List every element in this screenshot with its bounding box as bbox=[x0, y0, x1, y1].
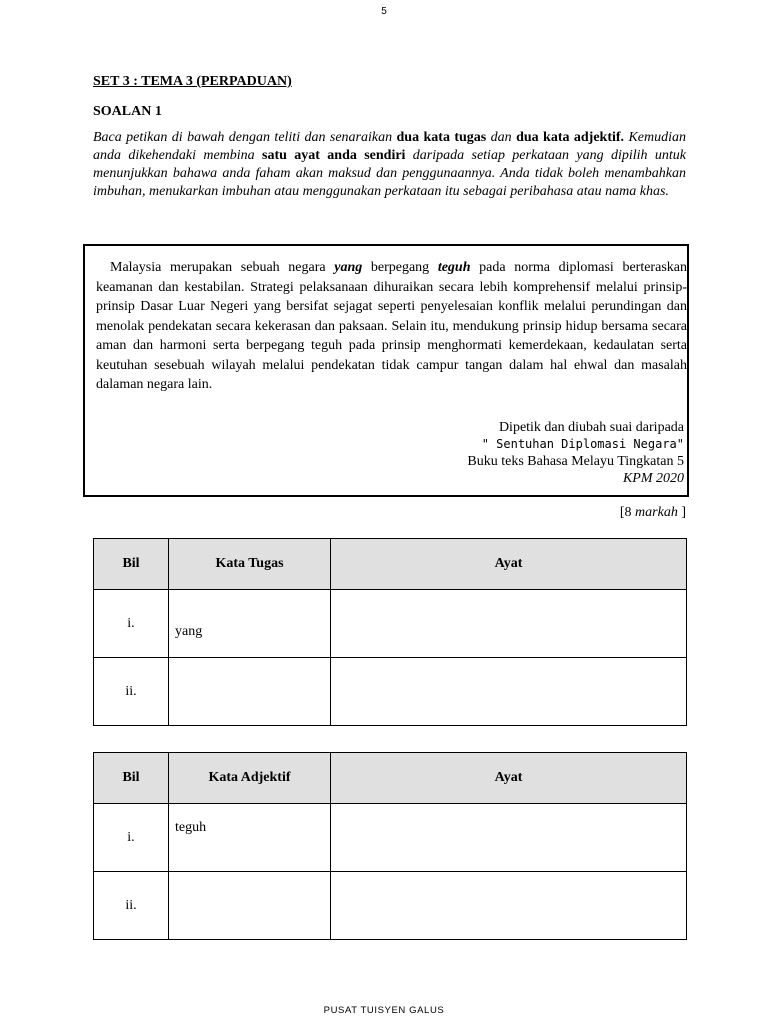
source-publisher: KPM 2020 bbox=[622, 471, 684, 486]
column-header-bil: Bil bbox=[94, 753, 169, 804]
instructions bbox=[93, 129, 686, 201]
marks-label bbox=[560, 505, 686, 521]
passage-segment: berpegang bbox=[362, 260, 438, 275]
word-cell[interactable] bbox=[169, 658, 331, 726]
source-line: Dipetik dan diubah suai daripada bbox=[498, 420, 684, 435]
instruction-emphasis: dua kata tugas bbox=[396, 130, 487, 145]
column-header-bil: Bil bbox=[94, 539, 169, 590]
instruction-emphasis: dua kata adjektif. bbox=[516, 130, 625, 145]
table-row bbox=[94, 658, 687, 726]
row-number: ii. bbox=[94, 658, 169, 726]
word-cell[interactable]: yang bbox=[169, 590, 331, 658]
word-cell[interactable] bbox=[169, 872, 331, 940]
column-header-kata-adjektif: Kata Adjektif bbox=[169, 753, 331, 804]
passage-segment: Malaysia merupakan sebuah negara bbox=[110, 260, 335, 275]
column-header-ayat: Ayat bbox=[331, 753, 687, 804]
sentence-cell[interactable] bbox=[331, 590, 687, 658]
column-header-ayat: Ayat bbox=[331, 539, 687, 590]
instruction-text: dan bbox=[486, 130, 517, 145]
highlight-word-teguh: teguh bbox=[437, 260, 471, 275]
question-title: SOALAN 1 bbox=[93, 104, 162, 119]
passage-box bbox=[83, 244, 689, 497]
word-cell[interactable]: teguh bbox=[169, 804, 331, 872]
instruction-emphasis: satu ayat anda sendiri bbox=[262, 148, 406, 163]
table-row bbox=[94, 804, 687, 872]
kata-tugas-table bbox=[93, 538, 687, 726]
row-number: i. bbox=[94, 590, 169, 658]
passage-text bbox=[96, 258, 687, 395]
column-header-kata-tugas: Kata Tugas bbox=[169, 539, 331, 590]
marks-word: markah bbox=[635, 505, 678, 520]
table-header-row bbox=[94, 753, 687, 804]
row-number: ii. bbox=[94, 872, 169, 940]
row-number: i. bbox=[94, 804, 169, 872]
source-book-title: " Sentuhan Diplomasi Negara" bbox=[481, 437, 684, 451]
table-header-row bbox=[94, 539, 687, 590]
instruction-text: Kemudian anda dikehendaki membina bbox=[93, 130, 687, 163]
footer: PUSAT TUISYEN GALUS bbox=[323, 1005, 445, 1016]
passage-segment: pada norma diplomasi berteraskan keamanan dan kestabilan. Strategi pelaksanaan dihuraikan secara lebih komprehensif melalui prinsip-prinsip Dasar Luar Negeri yang bersifat sejagat seperti penyelesaian konflik melalui perundingan dan menolak pendekatan secara kekerasan dan paksaan. Selain itu, mendukung prinsip hidup bersama secara aman dan harmoni serta berpegang teguh pada prinsip menghormati kemerdekaan, kedaulatan serta keutuhan sesebuah wilayah melalui pendekatan tidak campur tangan dalam hal ehwal dan masalah dalaman negara lain. bbox=[96, 260, 687, 392]
sentence-cell[interactable] bbox=[331, 658, 687, 726]
table-row bbox=[94, 872, 687, 940]
set-title: SET 3 : TEMA 3 (PERPADUAN) bbox=[93, 74, 292, 89]
instruction-text: daripada setiap perkataan yang dipilih untuk menunjukkan bahawa anda faham akan maksud dan penggunaannya. Anda tidak boleh menambahkan imbuhan, menukarkan imbuhan atau menggunakan perkataan itu sebagai peribahasa atau nama khas. bbox=[93, 148, 686, 199]
table-row bbox=[94, 590, 687, 658]
source-line: Buku teks Bahasa Melayu Tingkatan 5 bbox=[467, 454, 684, 469]
highlight-word-yang: yang bbox=[334, 260, 363, 275]
instruction-text: Baca petikan di bawah dengan teliti dan senaraikan bbox=[93, 130, 397, 145]
source-citation bbox=[467, 419, 684, 487]
sentence-cell[interactable] bbox=[331, 872, 687, 940]
sentence-cell[interactable] bbox=[331, 804, 687, 872]
marks-close: ] bbox=[677, 505, 686, 520]
marks-open: [8 bbox=[619, 505, 636, 520]
page-number: 5 bbox=[381, 6, 387, 17]
kata-adjektif-table bbox=[93, 752, 687, 940]
